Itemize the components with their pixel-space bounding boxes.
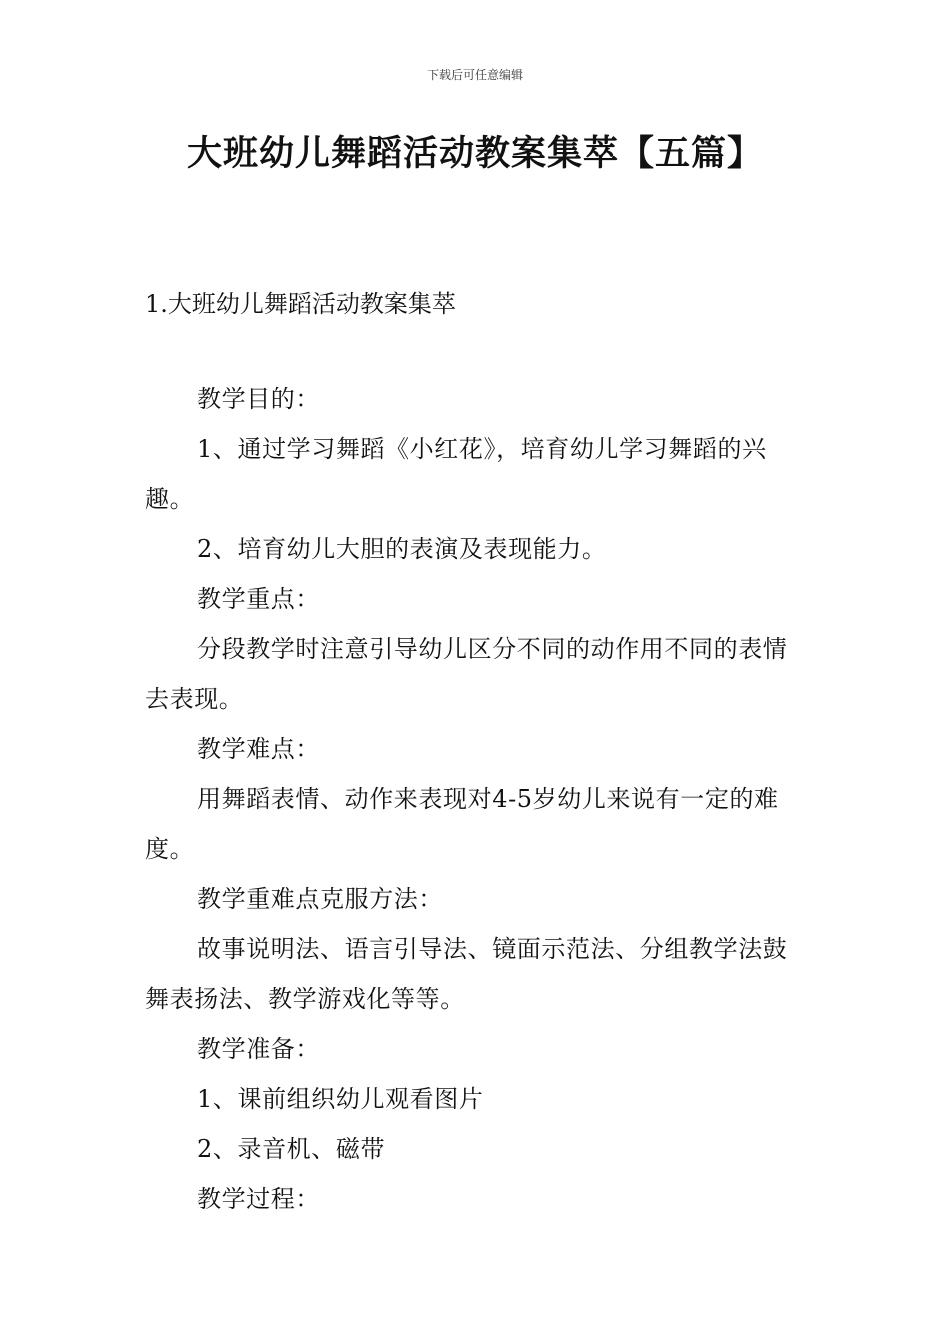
- paragraph-process-heading: 教学过程：: [197, 1185, 320, 1213]
- paragraph-preparation-1: 1、课前组织幼儿观看图片: [197, 1085, 484, 1113]
- paragraph-goal-2: 2、培育幼儿大胆的表演及表现能力。: [197, 535, 607, 563]
- header-note: 下载后可任意编辑: [426, 68, 523, 82]
- paragraph-teaching-goal-heading: 教学目的：: [197, 385, 320, 413]
- paragraph-preparation-heading: 教学准备：: [197, 1035, 320, 1063]
- document-title: 大班幼儿舞蹈活动教案集萃【五篇】: [186, 133, 763, 174]
- section-heading: 1.大班幼儿舞蹈活动教案集萃: [145, 290, 456, 318]
- paragraph-method: 故事说明法、语言引导法、镜面示范法、分组教学法鼓舞表扬法、教学游戏化等等。: [145, 935, 788, 1013]
- paragraph-difficulty-heading: 教学难点：: [197, 735, 320, 763]
- paragraph-goal-1: 1、通过学习舞蹈《小红花》，培育幼儿学习舞蹈的兴趣。: [145, 435, 767, 513]
- document-body: [145, 374, 810, 1224]
- paragraph-key-point: 分段教学时注意引导幼儿区分不同的动作用不同的表情去表现。: [145, 635, 788, 713]
- paragraph-key-point-heading: 教学重点：: [197, 585, 320, 613]
- paragraph-difficulty: 用舞蹈表情、动作来表现对4-5岁幼儿来说有一定的难度。: [145, 785, 779, 863]
- paragraph-method-heading: 教学重难点克服方法：: [197, 885, 443, 913]
- paragraph-preparation-2: 2、录音机、磁带: [197, 1135, 386, 1163]
